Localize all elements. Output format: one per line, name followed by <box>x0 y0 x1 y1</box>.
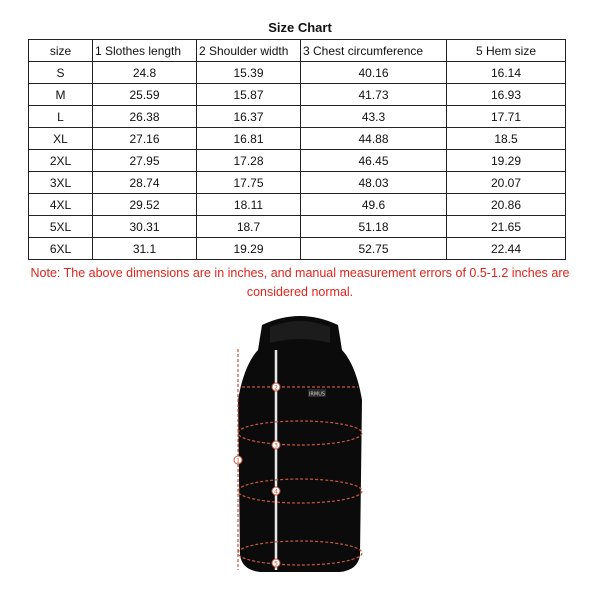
table-row <box>29 128 566 150</box>
measurement-cell: 19.29 <box>197 238 301 260</box>
measurement-cell: 27.95 <box>93 150 197 172</box>
size-cell: 5XL <box>29 216 93 238</box>
size-cell: XL <box>29 128 93 150</box>
measurement-cell: 43.3 <box>301 106 447 128</box>
marker-5: 5 <box>274 560 278 568</box>
measurement-cell: 21.65 <box>447 216 566 238</box>
size-chart-table <box>28 39 566 260</box>
table-row <box>29 238 566 260</box>
table-row <box>29 150 566 172</box>
measurement-cell: 48.03 <box>301 172 447 194</box>
measurement-cell: 17.71 <box>447 106 566 128</box>
measurement-cell: 26.38 <box>93 106 197 128</box>
measurement-cell: 20.86 <box>447 194 566 216</box>
measurement-cell: 51.18 <box>301 216 447 238</box>
measurement-cell: 49.6 <box>301 194 447 216</box>
measurement-note: Note: The above dimensions are in inches, and manual measurement errors of 0.5-1.2 inches are considered normal. <box>30 266 570 299</box>
table-row <box>29 172 566 194</box>
measurement-cell: 27.16 <box>93 128 197 150</box>
vest-body <box>238 316 362 572</box>
measurement-cell: 24.8 <box>93 62 197 84</box>
measurement-cell: 16.81 <box>197 128 301 150</box>
measurement-cell: 52.75 <box>301 238 447 260</box>
measurement-cell: 29.52 <box>93 194 197 216</box>
measurement-cell: 41.73 <box>301 84 447 106</box>
column-header: size <box>29 40 93 62</box>
size-cell: 6XL <box>29 238 93 260</box>
measurement-cell: 31.1 <box>93 238 197 260</box>
column-header: 1 Slothes length <box>93 40 197 62</box>
size-cell: M <box>29 84 93 106</box>
table-header-row <box>29 40 566 62</box>
marker-2: 2 <box>274 384 278 392</box>
table-row <box>29 216 566 238</box>
size-cell: 4XL <box>29 194 93 216</box>
measurement-cell: 15.39 <box>197 62 301 84</box>
measurement-cell: 16.93 <box>447 84 566 106</box>
measurement-cell: 15.87 <box>197 84 301 106</box>
measurement-cell: 18.11 <box>197 194 301 216</box>
table-row <box>29 194 566 216</box>
measurement-cell: 40.16 <box>301 62 447 84</box>
measurement-cell: 28.74 <box>93 172 197 194</box>
measurement-cell: 25.59 <box>93 84 197 106</box>
table-row <box>29 84 566 106</box>
marker-1: 1 <box>236 457 240 465</box>
size-cell: 3XL <box>29 172 93 194</box>
measurement-cell: 19.29 <box>447 150 566 172</box>
measurement-cell: 44.88 <box>301 128 447 150</box>
vest-logo: IRMUS <box>308 391 326 398</box>
measurement-cell: 17.28 <box>197 150 301 172</box>
page-title: Size Chart <box>268 20 332 35</box>
marker-4: 4 <box>274 488 278 496</box>
column-header: 5 Hem size <box>447 40 566 62</box>
column-header: 3 Chest circumference <box>301 40 447 62</box>
measurement-cell: 18.7 <box>197 216 301 238</box>
measurement-cell: 20.07 <box>447 172 566 194</box>
table-row <box>29 106 566 128</box>
size-cell: 2XL <box>29 150 93 172</box>
vest-diagram <box>190 305 410 595</box>
column-header: 2 Shoulder width <box>197 40 301 62</box>
vest-illustration <box>190 305 410 595</box>
measurement-cell: 30.31 <box>93 216 197 238</box>
table-row <box>29 62 566 84</box>
measurement-cell: 16.37 <box>197 106 301 128</box>
measurement-cell: 46.45 <box>301 150 447 172</box>
measurement-cell: 16.14 <box>447 62 566 84</box>
table-body <box>29 62 566 260</box>
size-cell: S <box>29 62 93 84</box>
measurement-cell: 22.44 <box>447 238 566 260</box>
measurement-cell: 17.75 <box>197 172 301 194</box>
size-cell: L <box>29 106 93 128</box>
measurement-cell: 18.5 <box>447 128 566 150</box>
marker-3: 3 <box>274 442 278 450</box>
